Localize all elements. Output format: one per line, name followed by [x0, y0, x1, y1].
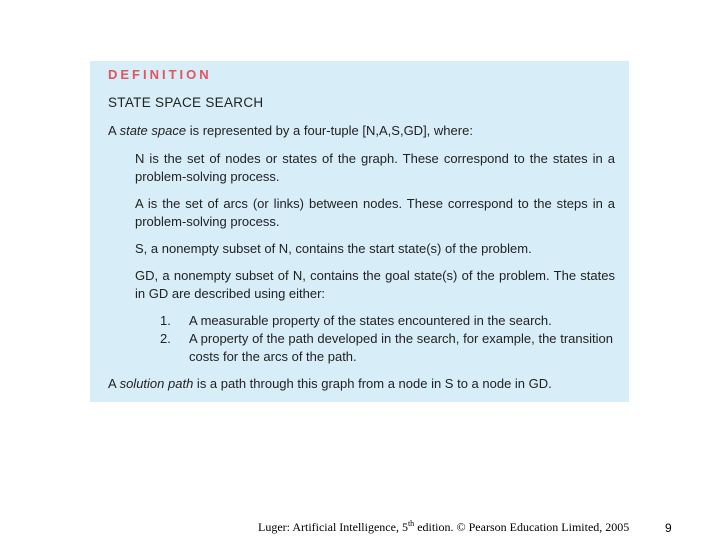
subitem-text: A property of the path developed in the search, for example, the transition costs for the arcs of the path. — [189, 331, 613, 364]
intro-emphasis: state space — [119, 123, 187, 138]
footer-post: edition. © Pearson Education Limited, 2005 — [414, 520, 630, 534]
intro-paragraph — [108, 122, 473, 140]
intro-post: is represented by a four-tuple [N,A,S,GD], where: — [186, 123, 473, 138]
subitem-number: 2. — [160, 331, 171, 346]
subitem-text: A measurable property of the states encountered in the search. — [189, 313, 552, 328]
page-number: 9 — [665, 521, 672, 535]
footer-citation — [258, 519, 629, 535]
footer-sup: th — [407, 519, 415, 528]
item-arcs: A is the set of arcs (or links) between nodes. These correspond to the steps in a problem-solving process. — [135, 196, 615, 229]
item-goal: GD, a nonempty subset of N, contains the goal state(s) of the problem. The states in GD are described using either: — [135, 268, 615, 301]
intro-pre: A — [108, 123, 120, 138]
solution-emphasis: solution path — [119, 376, 194, 391]
solution-paragraph — [108, 375, 552, 393]
solution-pre: A — [108, 376, 120, 391]
item-nodes: N is the set of nodes or states of the graph. These correspond to the states in a problem-solving process. — [135, 151, 615, 184]
definition-heading: DEFINITION — [108, 67, 212, 82]
subitem-number: 1. — [160, 313, 171, 328]
solution-post: is a path through this graph from a node in S to a node in GD. — [193, 376, 552, 391]
definition-box — [90, 61, 629, 402]
definition-title: STATE SPACE SEARCH — [108, 95, 264, 110]
footer-pre: Luger: Artificial Intelligence, 5 — [258, 520, 408, 534]
item-start: S, a nonempty subset of N, contains the start state(s) of the problem. — [135, 241, 532, 256]
